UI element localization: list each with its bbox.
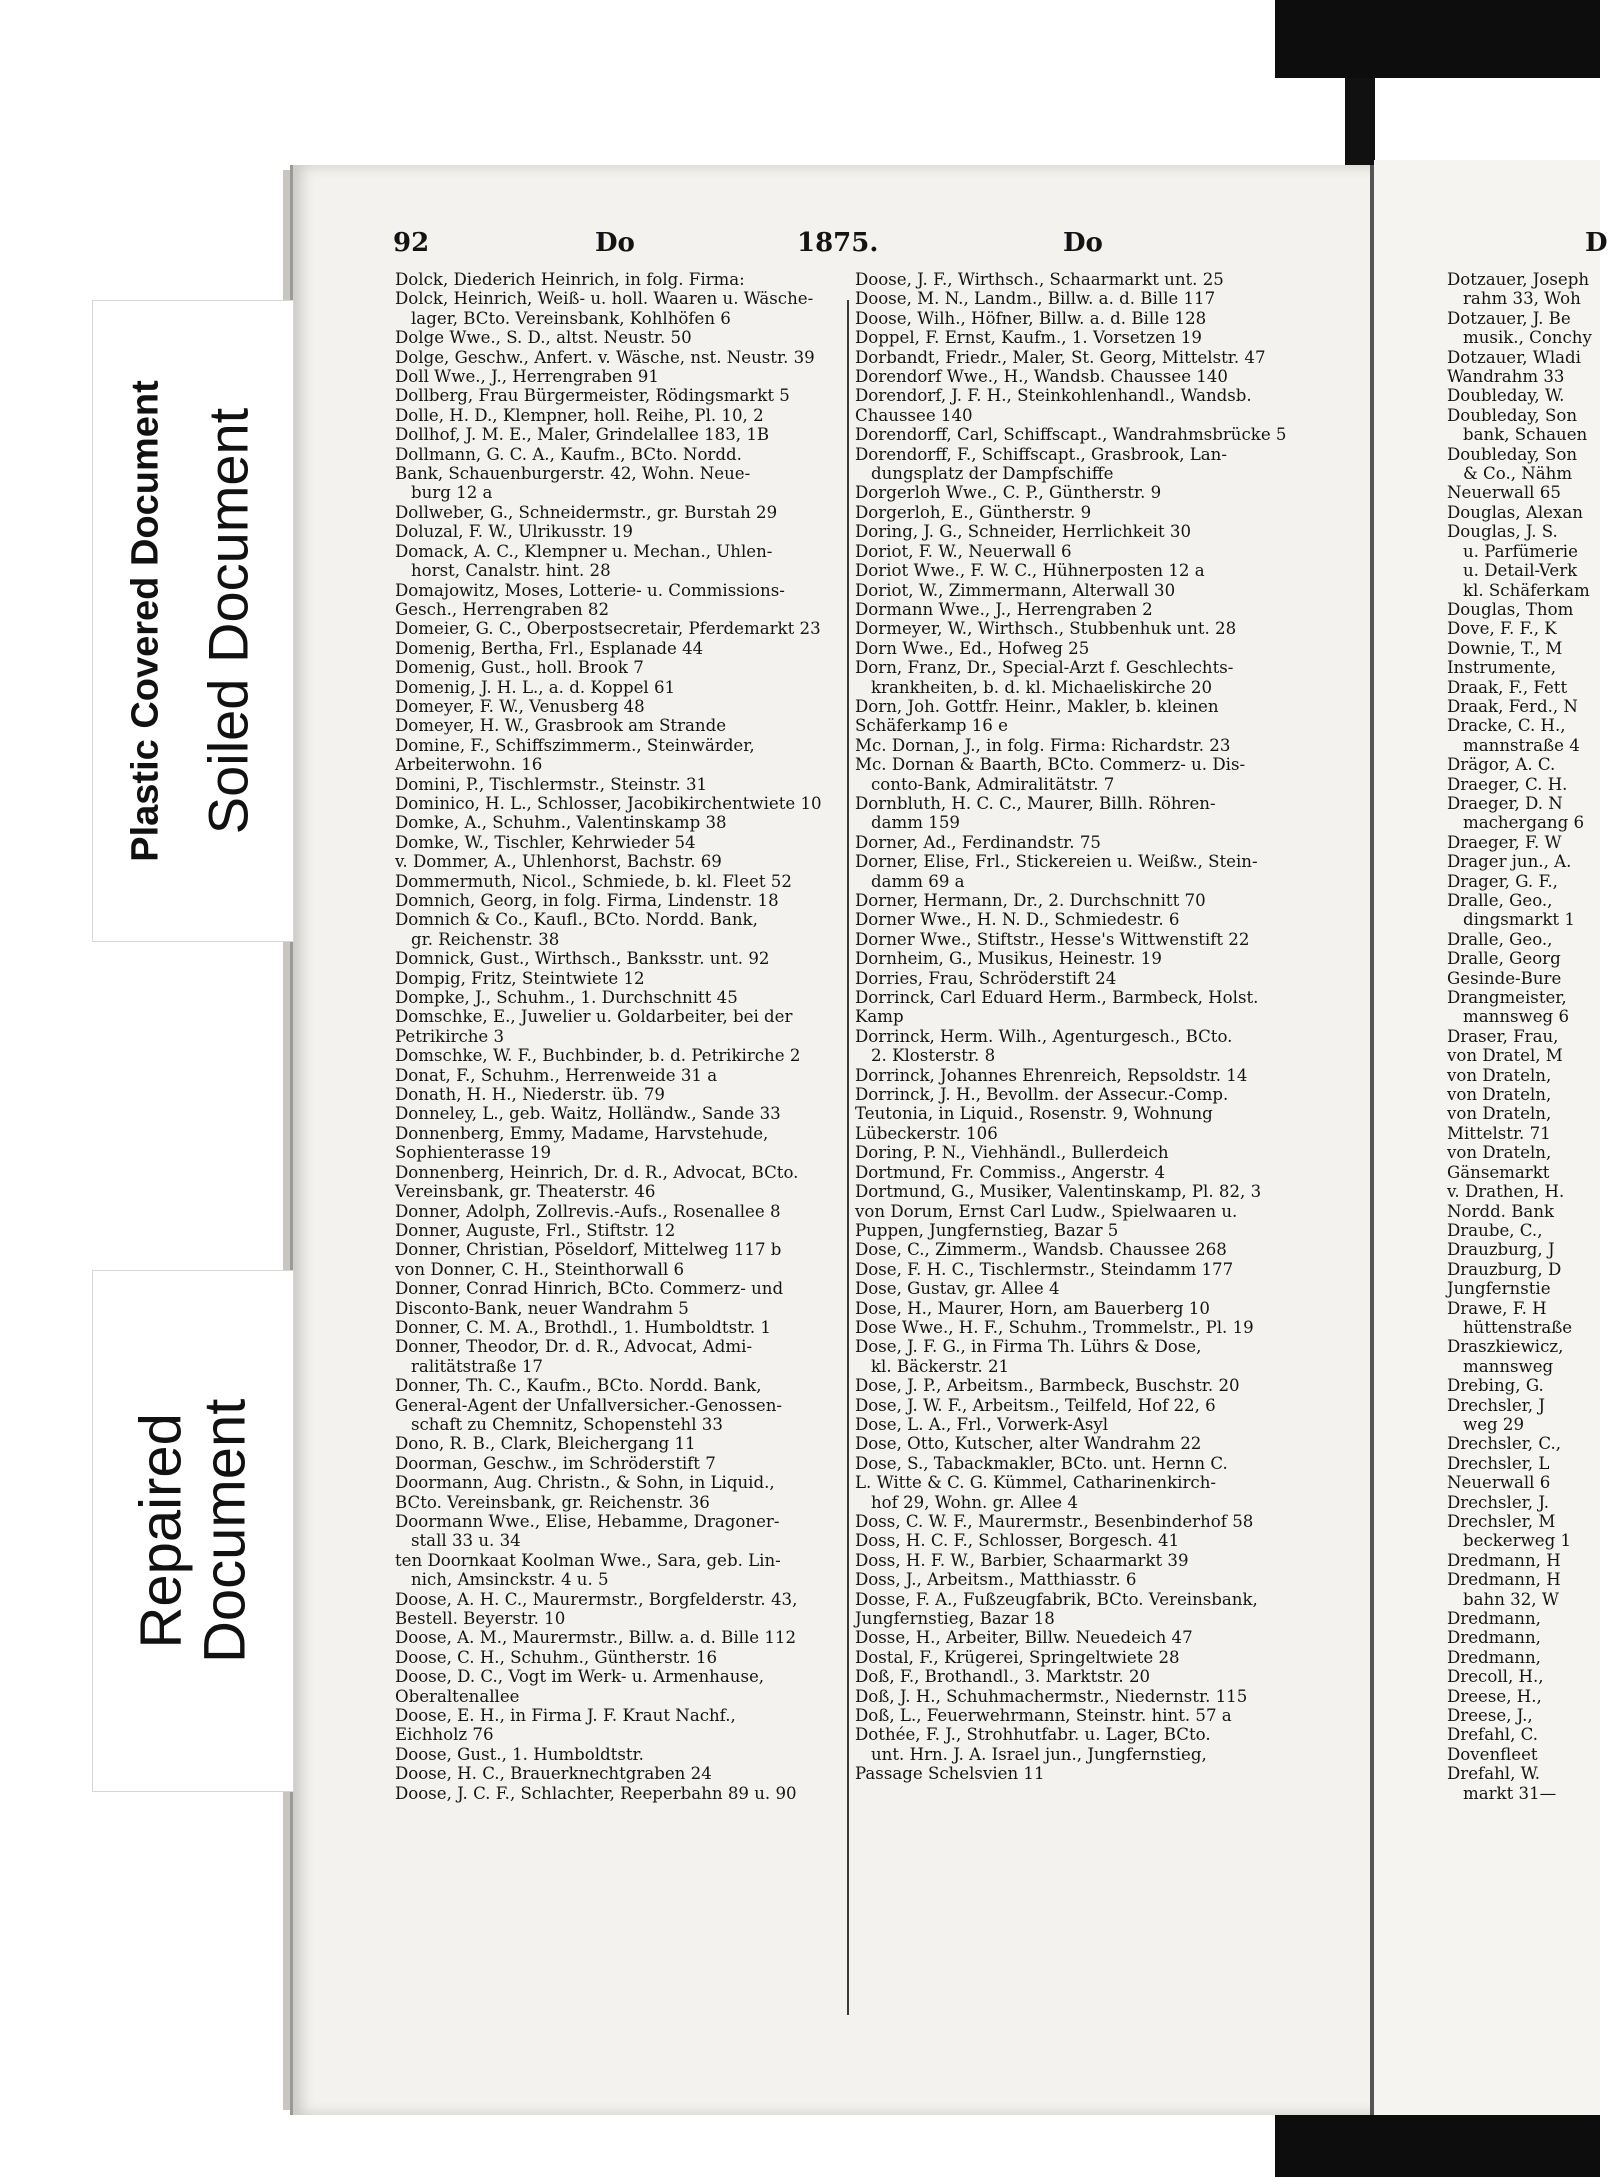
entry-line: v. Dommer, A., Uhlenhorst, Bachstr. 69 xyxy=(395,852,722,872)
entry-line: unt. Hrn. J. A. Israel jun., Jungfernstieg, xyxy=(871,1744,1207,1764)
entry-line: Dostal, F., Krügerei, Springeltwiete 28 xyxy=(855,1647,1180,1667)
entry-line: Doose, D. C., Vogt im Werk- u. Armenhause, xyxy=(395,1667,765,1687)
entry-line: Drechsler, C., xyxy=(1447,1434,1561,1454)
entry-line: Dreese, J., xyxy=(1447,1706,1533,1726)
entry-line: Domnick, Gust., Wirthsch., Banksstr. unt. 92 xyxy=(395,949,770,969)
entry-line: Drechsler, J xyxy=(1447,1395,1545,1415)
entry-line: nich, Amsinckstr. 4 u. 5 xyxy=(411,1570,609,1590)
entry-line: damm 159 xyxy=(871,813,960,833)
entry-line: von Drateln, xyxy=(1447,1065,1552,1085)
entry-line: Puppen, Jungfernstieg, Bazar 5 xyxy=(855,1220,1119,1240)
condition-label-plastic-soiled xyxy=(92,300,294,942)
entry-line: Dose, Gustav, gr. Allee 4 xyxy=(855,1279,1060,1299)
entry-line: Donner, Adolph, Zollrevis.-Aufs., Rosenallee 8 xyxy=(395,1201,781,1221)
entry-line: Dosse, F. A., Fußzeugfabrik, BCto. Vereinsbank, xyxy=(855,1589,1258,1609)
entry-line: Dose, C., Zimmerm., Wandsb. Chaussee 268 xyxy=(855,1240,1227,1260)
entry-line: Douglas, J. S. xyxy=(1447,522,1558,542)
entry-line: rahm 33, Woh xyxy=(1463,289,1581,309)
entry-line: Mc. Dornan, J., in folg. Firma: Richardstr. 23 xyxy=(855,735,1231,755)
entry-line: Draube, C., xyxy=(1447,1220,1543,1240)
label-soiled: Soiled Document xyxy=(197,407,261,835)
entry-line: L. Witte & C. G. Kümmel, Catharinenkirch- xyxy=(855,1473,1217,1493)
entry-line: Dorendorff, Carl, Schiffscapt., Wandrahmsbrücke 5 xyxy=(855,425,1287,445)
entry-line: Draszkiewicz, xyxy=(1447,1337,1564,1357)
entry-line: Dortmund, G., Musiker, Valentinskamp, Pl. 82, 3 xyxy=(855,1182,1262,1202)
entry-line: Draeger, C. H. xyxy=(1447,774,1568,794)
entry-line: General-Agent der Unfallversicher.-Genossen- xyxy=(395,1395,782,1415)
label-plastic-covered: Plastic Covered Document xyxy=(125,380,168,862)
entry-line: Dorn, Franz, Dr., Special-Arzt f. Geschlechts- xyxy=(855,658,1234,678)
page-number: 92 xyxy=(393,228,430,258)
label-document: Document xyxy=(192,1398,257,1664)
entry-line: Drager jun., A. xyxy=(1447,852,1572,872)
entry-line: Jungfernstie xyxy=(1447,1279,1551,1299)
entry-line: Domke, A., Schuhm., Valentinskamp 38 xyxy=(395,813,727,833)
entry-line: Domenig, J. H. L., a. d. Koppel 61 xyxy=(395,677,676,697)
entry-line: kl. Bäckerstr. 21 xyxy=(871,1356,1010,1376)
entry-line: Douglas, Alexan xyxy=(1447,502,1583,522)
entry-line: BCto. Vereinsbank, gr. Reichenstr. 36 xyxy=(395,1492,710,1512)
entry-line: Doss, H. F. W., Barbier, Schaarmarkt 39 xyxy=(855,1550,1189,1570)
entry-line: Drefahl, C. xyxy=(1447,1725,1539,1745)
entry-line: 2. Klosterstr. 8 xyxy=(871,1046,996,1066)
entry-line: Dolck, Diederich Heinrich, in folg. Firma: xyxy=(395,270,745,289)
entry-line: Draeger, D. N xyxy=(1447,793,1563,813)
entry-line: Doriot, W., Zimmermann, Alterwall 30 xyxy=(855,580,1176,600)
entry-line: Domenig, Bertha, Frl., Esplanade 44 xyxy=(395,638,704,658)
entry-line: Domke, W., Tischler, Kehrwieder 54 xyxy=(395,832,696,852)
entry-line: Dorries, Frau, Schröderstift 24 xyxy=(855,968,1117,988)
entry-line: Drangmeister, xyxy=(1447,988,1567,1008)
entry-line: Dose, J. F. G., in Firma Th. Lührs & Dose, xyxy=(855,1337,1202,1357)
entry-line: Dorn, Joh. Gottfr. Heinr., Makler, b. kleinen xyxy=(855,696,1219,716)
entry-line: gr. Reichenstr. 38 xyxy=(411,929,560,949)
entry-line: Donner, Auguste, Frl., Stiftstr. 12 xyxy=(395,1220,676,1240)
entry-line: Doss, H. C. F., Schlosser, Borgesch. 41 xyxy=(855,1531,1180,1551)
entry-line: Arbeiterwohn. 16 xyxy=(395,755,543,775)
entry-line: Donath, H. H., Niederstr. üb. 79 xyxy=(395,1085,665,1105)
entry-line: von Donner, C. H., Steinthorwall 6 xyxy=(395,1259,685,1279)
entry-line: Doose, A. M., Maurermstr., Billw. a. d. Bille 112 xyxy=(395,1628,797,1648)
entry-line: Dolle, H. D., Klempner, holl. Reihe, Pl. 10, 2 xyxy=(395,405,764,425)
entry-line: Douglas, Thom xyxy=(1447,599,1574,619)
entry-line: Doll Wwe., J., Herrengraben 91 xyxy=(395,367,659,387)
entry-line: Domeyer, H. W., Grasbrook am Strande xyxy=(395,716,727,736)
entry-line: Dorner, Elise, Frl., Stickereien u. Weißw., Stein- xyxy=(855,852,1258,872)
entry-line: Dredmann, H xyxy=(1447,1550,1561,1570)
entry-line: Domnich & Co., Kaufl., BCto. Nordd. Bank, xyxy=(395,910,758,930)
entry-line: Donner, Christian, Pöseldorf, Mittelweg 117 b xyxy=(395,1240,782,1260)
entry-line: Doose, A. H. C., Maurermstr., Borgfelderstr. 43, xyxy=(395,1589,798,1609)
directory-column-right xyxy=(855,270,1300,1784)
entry-line: Dose, J. W. F., Arbeitsm., Teilfeld, Hof 22, 6 xyxy=(855,1395,1216,1415)
entry-line: Doose, C. H., Schuhm., Güntherstr. 16 xyxy=(395,1647,718,1667)
entry-line: Schäferkamp 16 e xyxy=(855,716,1008,736)
entry-line: Drechsler, M xyxy=(1447,1512,1556,1531)
entry-line: von Dorum, Ernst Carl Ludw., Spielwaaren u. xyxy=(855,1201,1238,1221)
entry-line: Oberaltenallee xyxy=(395,1686,520,1706)
entry-line: Dose, L. A., Frl., Vorwerk-Asyl xyxy=(855,1414,1109,1434)
directory-column-partial xyxy=(1447,270,1607,1803)
entry-line: Drechsler, L xyxy=(1447,1453,1550,1473)
entry-line: Draak, Ferd., N xyxy=(1447,696,1578,716)
entry-line: Downie, T., M xyxy=(1447,638,1563,658)
entry-line: Nordd. Bank xyxy=(1447,1201,1555,1221)
page-gutter xyxy=(1370,165,1374,2115)
entry-line: Gänsemarkt xyxy=(1447,1162,1550,1182)
entry-line: Doose, Wilh., Höfner, Billw. a. d. Bille 128 xyxy=(855,308,1207,328)
entry-line: Dose, H., Maurer, Horn, am Bauerberg 10 xyxy=(855,1298,1210,1318)
entry-line: Dollberg, Frau Bürgermeister, Rödingsmarkt 5 xyxy=(395,386,790,406)
entry-line: Dornbluth, H. C. C., Maurer, Billh. Röhren- xyxy=(855,793,1216,813)
entry-line: Mc. Dornan & Baarth, BCto. Commerz- u. Dis- xyxy=(855,755,1246,775)
entry-line: Mittelstr. 71 xyxy=(1447,1123,1551,1143)
column-rule xyxy=(847,300,849,2015)
entry-line: Doubleday, Son xyxy=(1447,444,1578,464)
entry-line: Teutonia, in Liquid., Rosenstr. 9, Wohnung xyxy=(855,1104,1213,1124)
entry-line: Doose, J. F., Wirthsch., Schaarmarkt unt. 25 xyxy=(855,270,1224,289)
entry-line: Draak, F., Fett xyxy=(1447,677,1568,697)
entry-line: Drebing, G. xyxy=(1447,1376,1544,1396)
entry-line: Dollmann, G. C. A., Kaufm., BCto. Nordd. xyxy=(395,444,742,464)
entry-line: Domnich, Georg, in folg. Firma, Lindenstr. 18 xyxy=(395,891,779,910)
entry-line: Doss, J., Arbeitsm., Matthiasstr. 6 xyxy=(855,1570,1137,1590)
entry-line: hof 29, Wohn. gr. Allee 4 xyxy=(871,1492,1078,1512)
entry-line: Dollhof, J. M. E., Maler, Grindelallee 183, 1B xyxy=(395,425,770,445)
entry-line: Drawe, F. H xyxy=(1447,1298,1547,1318)
entry-line: Dothée, F. J., Strohhutfabr. u. Lager, BCto. xyxy=(855,1725,1211,1745)
entry-line: Dove, F. F., K xyxy=(1447,619,1557,639)
entry-line: Dorner Wwe., H. N. D., Schmiedestr. 6 xyxy=(855,910,1180,930)
entry-line: Doluzal, F. W., Ulrikusstr. 19 xyxy=(395,522,633,542)
entry-line: Donner, Th. C., Kaufm., BCto. Nordd. Bank, xyxy=(395,1376,762,1396)
entry-line: Domeier, G. C., Oberpostsecretair, Pferdemarkt 23 xyxy=(395,619,821,639)
entry-line: markt 31— xyxy=(1463,1783,1557,1803)
entry-line: Draeger, F. W xyxy=(1447,832,1562,852)
entry-line: Chaussee 140 xyxy=(855,405,973,425)
entry-line: Doose, Gust., 1. Humboldtstr. xyxy=(395,1744,644,1764)
entry-line: u. Detail-Verk xyxy=(1463,561,1578,581)
entry-line: Dorrinck, J. H., Bevollm. der Assecur.-Comp. xyxy=(855,1085,1229,1105)
binder-strap-top xyxy=(1345,78,1375,173)
entry-line: Doubleday, W. xyxy=(1447,386,1565,406)
entry-line: Lübeckerstr. 106 xyxy=(855,1123,998,1143)
entry-line: Draser, Frau, xyxy=(1447,1026,1559,1046)
condition-label-repaired xyxy=(92,1270,294,1792)
entry-line: Dredmann, H xyxy=(1447,1570,1561,1590)
entry-line: Dosse, H., Arbeiter, Billw. Neuedeich 47 xyxy=(855,1628,1193,1648)
entry-line: Petrikirche 3 xyxy=(395,1026,505,1046)
entry-line: Dracke, C. H., xyxy=(1447,716,1566,736)
entry-line: Dorn Wwe., Ed., Hofweg 25 xyxy=(855,638,1090,658)
entry-line: Dorner Wwe., Stiftstr., Hesse's Wittwenstift 22 xyxy=(855,929,1250,949)
entry-line: kl. Schäferkam xyxy=(1463,580,1590,600)
entry-line: Drager, G. F., xyxy=(1447,871,1558,891)
entry-line: Dorrinck, Herm. Wilh., Agenturgesch., BCto. xyxy=(855,1026,1233,1046)
entry-line: Dorgerloh Wwe., C. P., Güntherstr. 9 xyxy=(855,483,1162,503)
entry-line: lager, BCto. Vereinsbank, Kohlhöfen 6 xyxy=(411,308,731,328)
entry-line: Dorendorff, F., Schiffscapt., Grasbrook, Lan- xyxy=(855,444,1227,464)
entry-line: Doring, J. G., Schneider, Herrlichkeit 30 xyxy=(855,522,1192,542)
entry-line: Domajowitz, Moses, Lotterie- u. Commissions- xyxy=(395,580,785,600)
entry-line: Dompig, Fritz, Steintwiete 12 xyxy=(395,968,645,988)
entry-line: krankheiten, b. d. kl. Michaeliskirche 20 xyxy=(871,677,1213,697)
header-year: 1875. xyxy=(797,228,879,258)
entry-line: Gesch., Herrengraben 82 xyxy=(395,599,610,619)
entry-line: Donnenberg, Emmy, Madame, Harvstehude, xyxy=(395,1123,769,1143)
entry-line: Dovenfleet xyxy=(1447,1744,1538,1764)
entry-line: von Drateln, xyxy=(1447,1104,1552,1124)
label-repaired: Repaired xyxy=(128,1413,194,1649)
entry-line: dungsplatz der Dampfschiffe xyxy=(871,464,1114,484)
entry-line: dingsmarkt 1 xyxy=(1463,910,1575,930)
entry-line: Sophienterasse 19 xyxy=(395,1143,552,1163)
header-next-key: D xyxy=(1585,228,1608,258)
entry-line: u. Parfümerie xyxy=(1463,541,1578,561)
entry-line: Dolge, Geschw., Anfert. v. Wäsche, nst. Neustr. 39 xyxy=(395,347,815,367)
entry-line: beckerweg 1 xyxy=(1463,1531,1572,1551)
entry-line: Dralle, Geo., xyxy=(1447,891,1553,910)
entry-line: Dorendorf, J. F. H., Steinkohlenhandl., Wandsb. xyxy=(855,386,1252,406)
entry-line: Dorner, Ad., Ferdinandstr. 75 xyxy=(855,832,1101,852)
entry-line: Disconto-Bank, neuer Wandrahm 5 xyxy=(395,1298,689,1318)
entry-line: Dorrinck, Carl Eduard Herm., Barmbeck, Holst. xyxy=(855,988,1259,1008)
entry-line: damm 69 a xyxy=(871,871,965,891)
entry-line: Dornheim, G., Musikus, Heinestr. 19 xyxy=(855,949,1162,969)
entry-line: Doriot Wwe., F. W. C., Hühnerposten 12 a xyxy=(855,561,1205,581)
entry-line: Dose Wwe., H. F., Schuhm., Trommelstr., Pl. 19 xyxy=(855,1317,1254,1337)
entry-line: Drechsler, J. xyxy=(1447,1492,1549,1512)
entry-line: Donner, Conrad Hinrich, BCto. Commerz- und xyxy=(395,1279,784,1299)
entry-line: Dreese, H., xyxy=(1447,1686,1542,1706)
directory-column-left xyxy=(395,270,840,1803)
entry-line: Doß, F., Brothandl., 3. Marktstr. 20 xyxy=(855,1667,1151,1687)
entry-line: Domschke, W. F., Buchbinder, b. d. Petrikirche 2 xyxy=(395,1046,801,1066)
entry-line: v. Drathen, H. xyxy=(1447,1182,1565,1202)
entry-line: von Dratel, M xyxy=(1447,1046,1563,1066)
entry-line: von Drateln, xyxy=(1447,1085,1552,1105)
entry-line: machergang 6 xyxy=(1463,813,1585,833)
entry-line: Instrumente, xyxy=(1447,658,1557,678)
entry-line: Dollweber, G., Schneidermstr., gr. Burstah 29 xyxy=(395,502,778,522)
entry-line: Dotzauer, J. Be xyxy=(1447,308,1571,328)
entry-line: Domine, F., Schiffszimmerm., Steinwärder, xyxy=(395,735,755,755)
entry-line: Domschke, E., Juwelier u. Goldarbeiter, bei der xyxy=(395,1007,793,1027)
entry-line: Dralle, Geo., xyxy=(1447,929,1553,949)
entry-line: Dorner, Hermann, Dr., 2. Durchschnitt 70 xyxy=(855,891,1206,910)
entry-line: Doose, E. H., in Firma J. F. Kraut Nachf., xyxy=(395,1706,736,1726)
entry-line: Drauzburg, D xyxy=(1447,1259,1562,1279)
entry-line: Doppel, F. Ernst, Kaufm., 1. Vorsetzen 19 xyxy=(855,328,1202,348)
entry-line: Dose, Otto, Kutscher, alter Wandrahm 22 xyxy=(855,1434,1202,1454)
header-right-key: Do xyxy=(1063,228,1103,258)
entry-line: Passage Schelsvien 11 xyxy=(855,1764,1045,1784)
entry-line: Drefahl, W. xyxy=(1447,1764,1541,1784)
entry-line: mannstraße 4 xyxy=(1463,735,1580,755)
entry-line: Dortmund, Fr. Commiss., Angerstr. 4 xyxy=(855,1162,1166,1182)
entry-line: Dose, F. H. C., Tischlermstr., Steindamm 177 xyxy=(855,1259,1234,1279)
binder-edge-top xyxy=(1275,0,1600,78)
entry-line: Donner, Theodor, Dr. d. R., Advocat, Admi- xyxy=(395,1337,753,1357)
entry-line: Dredmann, xyxy=(1447,1647,1541,1667)
entry-line: Dolck, Heinrich, Weiß- u. holl. Waaren u. Wäsche- xyxy=(395,289,814,309)
entry-line: horst, Canalstr. hint. 28 xyxy=(411,561,611,581)
entry-line: Dominico, H. L., Schlosser, Jacobikirchentwiete 10 xyxy=(395,793,822,813)
entry-line: mannsweg 6 xyxy=(1463,1007,1569,1027)
entry-line: Dormeyer, W., Wirthsch., Stubbenhuk unt. 28 xyxy=(855,619,1237,639)
header-left-key: Do xyxy=(595,228,635,258)
entry-line: Dorbandt, Friedr., Maler, St. Georg, Mittelstr. 47 xyxy=(855,347,1266,367)
entry-line: von Drateln, xyxy=(1447,1143,1552,1163)
entry-line: Dono, R. B., Clark, Bleichergang 11 xyxy=(395,1434,696,1454)
entry-line: Drägor, A. C. xyxy=(1447,755,1556,775)
entry-line: Dredmann, xyxy=(1447,1628,1541,1648)
entry-line: Eichholz 76 xyxy=(395,1725,494,1745)
entry-line: Doormann, Aug. Christn., & Sohn, in Liquid., xyxy=(395,1473,775,1493)
entry-line: Dorgerloh, E., Güntherstr. 9 xyxy=(855,502,1092,522)
entry-line: Doose, M. N., Landm., Billw. a. d. Bille 117 xyxy=(855,289,1216,309)
entry-line: Doß, L., Feuerwehrmann, Steinstr. hint. 57 a xyxy=(855,1706,1232,1726)
entry-line: Doormann Wwe., Elise, Hebamme, Dragoner- xyxy=(395,1512,780,1531)
entry-line: bahn 32, W xyxy=(1463,1589,1559,1609)
entry-line: Dormann Wwe., J., Herrengraben 2 xyxy=(855,599,1153,619)
entry-line: Bestell. Beyerstr. 10 xyxy=(395,1609,566,1629)
entry-line: Kamp xyxy=(855,1007,904,1027)
entry-line: Domenig, Gust., holl. Brook 7 xyxy=(395,658,644,678)
entry-line: Dredmann, xyxy=(1447,1609,1541,1629)
entry-line: Dralle, Georg xyxy=(1447,949,1561,969)
entry-line: Dotzauer, Joseph xyxy=(1447,270,1590,289)
entry-line: Doriot, F. W., Neuerwall 6 xyxy=(855,541,1072,561)
entry-line: Doose, H. C., Brauerknechtgraben 24 xyxy=(395,1764,712,1784)
entry-line: Doose, J. C. F., Schlachter, Reeperbahn 89 u. 90 xyxy=(395,1783,797,1803)
entry-line: Dommermuth, Nicol., Schmiede, b. kl. Fleet 52 xyxy=(395,871,792,891)
entry-line: Domini, P., Tischlermstr., Steinstr. 31 xyxy=(395,774,708,794)
entry-line: Drauzburg, J xyxy=(1447,1240,1555,1260)
entry-line: Domeyer, F. W., Venusberg 48 xyxy=(395,696,645,716)
entry-line: Jungfernstieg, Bazar 18 xyxy=(855,1609,1055,1629)
entry-line: Dorrinck, Johannes Ehrenreich, Repsoldstr. 14 xyxy=(855,1065,1248,1085)
entry-line: Dose, J. P., Arbeitsm., Barmbeck, Buschstr. 20 xyxy=(855,1376,1240,1396)
entry-line: Donner, C. M. A., Brothdl., 1. Humboldtstr. 1 xyxy=(395,1317,771,1337)
entry-line: schaft zu Chemnitz, Schopenstehl 33 xyxy=(411,1414,723,1434)
entry-line: Domack, A. C., Klempner u. Mechan., Uhlen- xyxy=(395,541,773,561)
entry-line: Doring, P. N., Viehhändl., Bullerdeich xyxy=(855,1143,1169,1163)
entry-line: Doss, C. W. F., Maurermstr., Besenbinderhof 58 xyxy=(855,1512,1254,1531)
entry-line: Neuerwall 65 xyxy=(1447,483,1561,503)
entry-line: bank, Schauen xyxy=(1463,425,1588,445)
entry-line: Drecoll, H., xyxy=(1447,1667,1544,1687)
entry-line: Donneley, L., geb. Waitz, Holländw., Sande 33 xyxy=(395,1104,781,1124)
entry-line: Wandrahm 33 xyxy=(1447,367,1565,387)
entry-line: Donat, F., Schuhm., Herrenweide 31 a xyxy=(395,1065,718,1085)
entry-line: Gesinde-Bure xyxy=(1447,968,1562,988)
entry-line: Dose, S., Tabackmakler, BCto. unt. Hernn C. xyxy=(855,1453,1228,1473)
entry-line: Doß, J. H., Schuhmachermstr., Niedernstr. 115 xyxy=(855,1686,1248,1706)
entry-line: ralitätstraße 17 xyxy=(411,1356,543,1376)
entry-line: hüttenstraße xyxy=(1463,1317,1573,1337)
entry-line: Doubleday, Son xyxy=(1447,405,1578,425)
entry-line: musik., Conchy xyxy=(1463,328,1592,348)
entry-line: Doorman, Geschw., im Schröderstift 7 xyxy=(395,1453,716,1473)
entry-line: Dolge Wwe., S. D., altst. Neustr. 50 xyxy=(395,328,692,348)
entry-line: Dotzauer, Wladi xyxy=(1447,347,1581,367)
entry-line: Neuerwall 6 xyxy=(1447,1473,1551,1493)
entry-line: burg 12 a xyxy=(411,483,493,503)
entry-line: ten Doornkaat Koolman Wwe., Sara, geb. Lin- xyxy=(395,1550,781,1570)
entry-line: stall 33 u. 34 xyxy=(411,1531,521,1551)
entry-line: conto-Bank, Admiralitätstr. 7 xyxy=(871,774,1115,794)
entry-line: Dorendorf Wwe., H., Wandsb. Chaussee 140 xyxy=(855,367,1228,387)
entry-line: Dompke, J., Schuhm., 1. Durchschnitt 45 xyxy=(395,988,738,1008)
entry-line: Bank, Schauenburgerstr. 42, Wohn. Neue- xyxy=(395,464,751,484)
entry-line: Vereinsbank, gr. Theaterstr. 46 xyxy=(395,1182,656,1202)
entry-line: mannsweg xyxy=(1463,1356,1554,1376)
entry-line: weg 29 xyxy=(1463,1414,1525,1434)
entry-line: Donnenberg, Heinrich, Dr. d. R., Advocat, BCto. xyxy=(395,1162,799,1182)
entry-line: & Co., Nähm xyxy=(1463,464,1573,484)
